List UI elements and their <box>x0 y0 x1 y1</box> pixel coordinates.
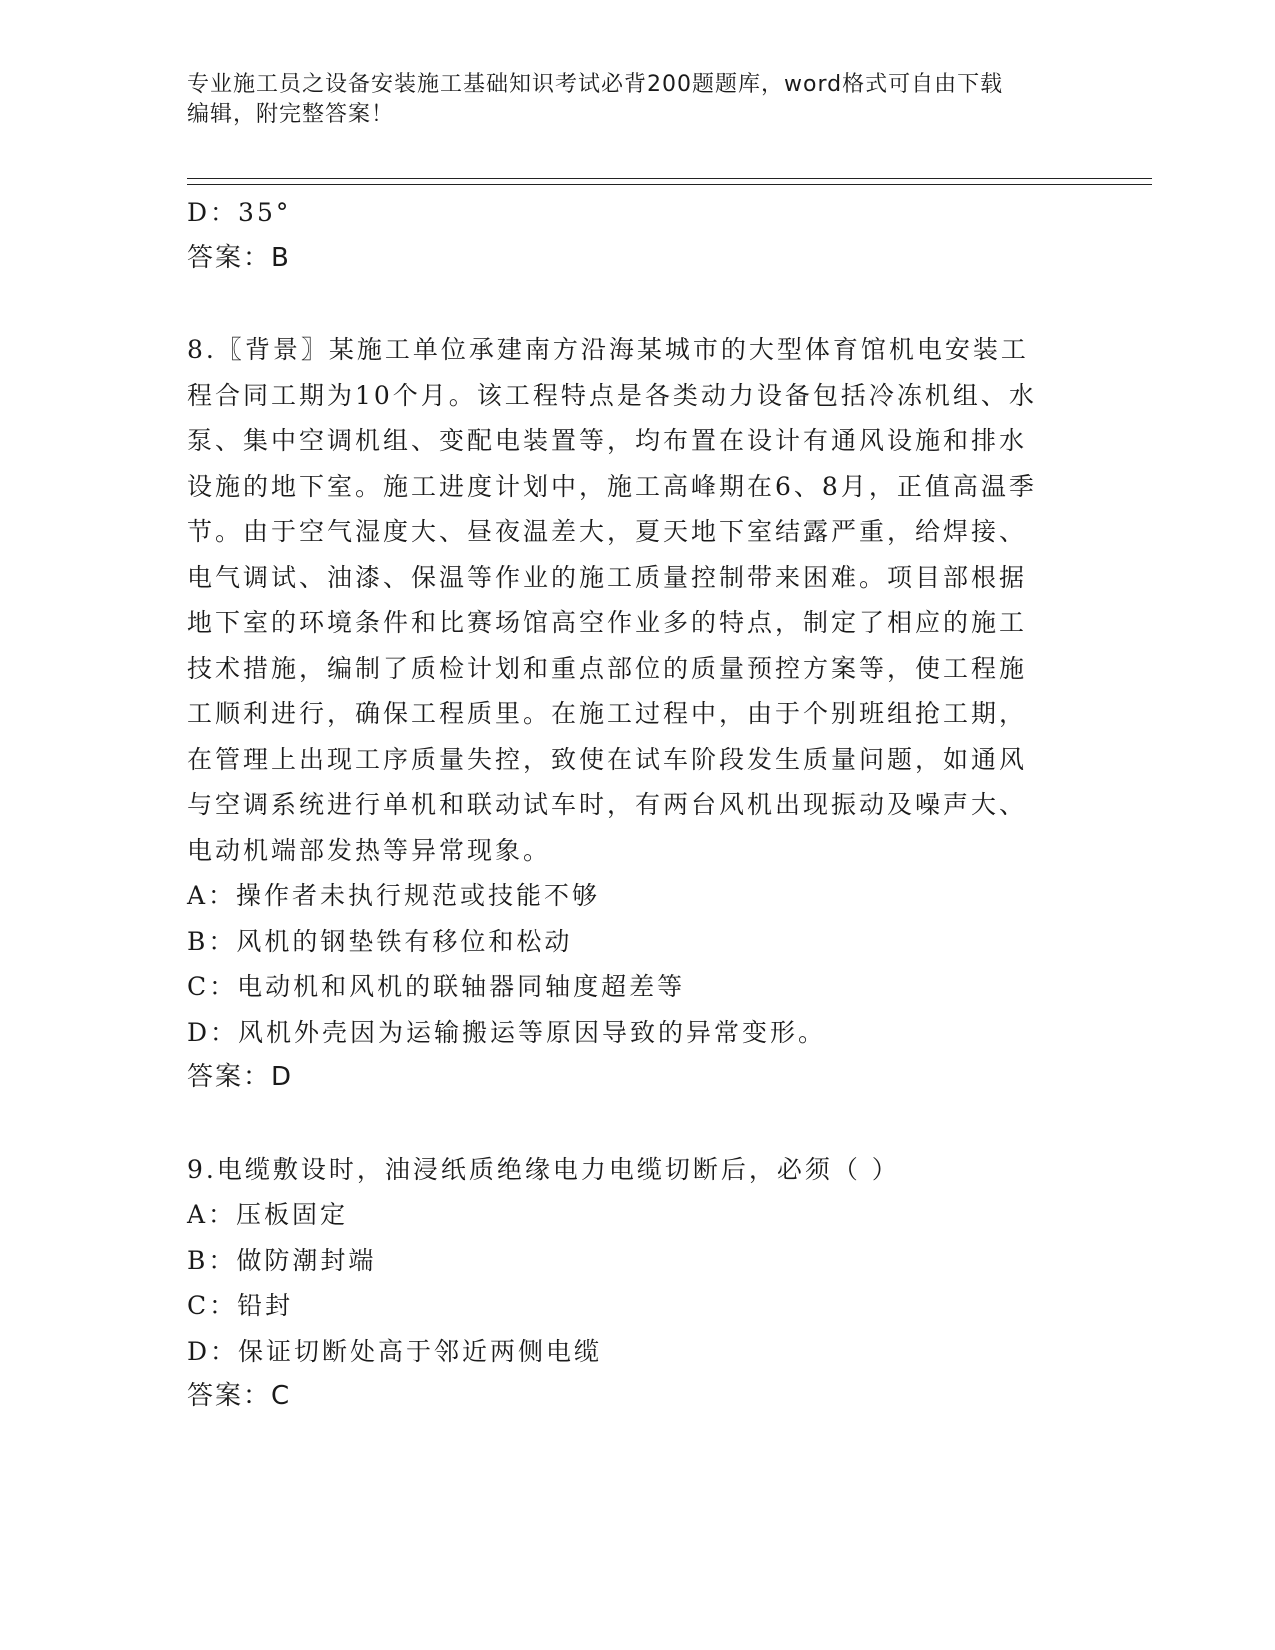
q8-answer: 答案：D <box>187 1062 294 1092</box>
q8-stem-line: 工顺利进行，确保工程质里。在施工过程中，由于个别班组抢工期， <box>187 699 1028 728</box>
q8-option-b: B：风机的钢垫铁有移位和松动 <box>187 926 573 956</box>
prev-option-d: D：35° <box>187 198 292 227</box>
q8-option-a: A：操作者未执行规范或技能不够 <box>187 881 601 910</box>
q9-answer: 答案：C <box>187 1381 292 1411</box>
q9-option-d: D：保证切断处高于邻近两侧电缆 <box>187 1336 603 1366</box>
q8-stem-line: 在管理上出现工序质量失控，致使在试车阶段发生质量问题，如通风 <box>187 744 1028 774</box>
q8-option-c: C：电动机和风机的联轴器同轴度超差等 <box>187 972 686 1001</box>
q8-stem-line: 8.〖背景〗某施工单位承建南方沿海某城市的大型体育馆机电安装工 <box>187 335 1029 364</box>
header-title-line-1: 专业施工员之设备安装施工基础知识考试必背200题题库，word格式可自由下载 <box>187 72 1004 97</box>
q8-stem-line: 设施的地下室。施工进度计划中，施工高峰期在6、8月，正值高温季 <box>187 471 1037 501</box>
q8-stem-line: 电动机端部发热等异常现象。 <box>187 835 552 865</box>
document-body <box>187 190 1067 1420</box>
q9-option-c: C：铅封 <box>187 1291 294 1320</box>
header-double-rule <box>187 178 1152 185</box>
q8-stem-line: 程合同工期为10个月。该工程特点是各类动力设备包括冷冻机组、水 <box>187 380 1037 410</box>
q8-stem-line: 与空调系统进行单机和联动试车时，有两台风机出现振动及噪声大、 <box>187 790 1028 819</box>
spacer <box>187 281 1067 327</box>
question-9 <box>187 1147 1067 1420</box>
q8-stem-line: 电气调试、油漆、保温等作业的施工质量控制带来困难。项目部根据 <box>187 562 1028 592</box>
q9-stem: 9.电缆敷设时，油浸纸质绝缘电力电缆切断后，必须（ ） <box>187 1154 900 1184</box>
q9-option-a: A：压板固定 <box>187 1200 349 1229</box>
q9-option-b: B：做防潮封端 <box>187 1245 377 1275</box>
q8-stem-line: 技术措施，编制了质检计划和重点部位的质量预控方案等，使工程施 <box>187 653 1028 683</box>
q8-stem-line: 泵、集中空调机组、变配电装置等，均布置在设计有通风设施和排水 <box>187 426 1028 455</box>
q8-stem-line: 节。由于空气湿度大、昼夜温差大，夏天地下室结露严重，给焊接、 <box>187 517 1028 546</box>
spacer <box>187 1101 1067 1147</box>
q8-stem-line: 地下室的环境条件和比赛场馆高空作业多的特点，制定了相应的施工 <box>187 608 1028 637</box>
header-title-line-2: 编辑，附完整答案！ <box>187 102 395 127</box>
question-8 <box>187 327 1067 1101</box>
prev-answer: 答案：B <box>187 242 291 273</box>
q8-option-d: D：风机外壳因为运输搬运等原因导致的异常变形。 <box>187 1017 827 1047</box>
document-header <box>187 70 1087 130</box>
